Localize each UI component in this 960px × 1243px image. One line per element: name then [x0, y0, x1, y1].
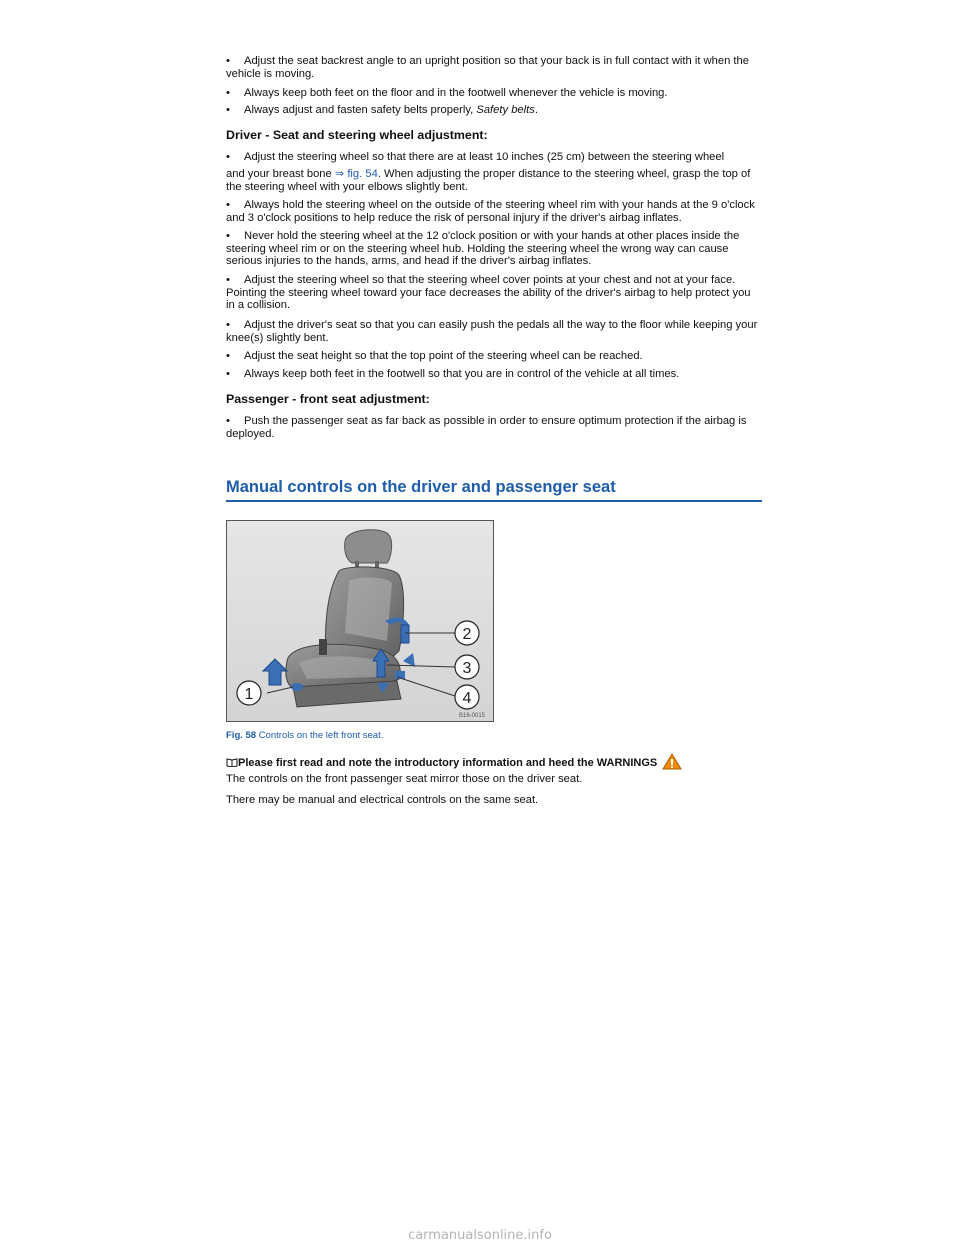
- bullet-text: Adjust the driver's seat so that you can easily push the pedals all the way to the floor while keeping your knee(s) slightly bent.: [226, 319, 758, 344]
- bullet-dot: •: [226, 230, 230, 242]
- svg-text:4: 4: [462, 690, 472, 707]
- footer-watermark: carmanualsonline.info: [408, 1228, 552, 1243]
- paragraph-manual-electrical: There may be manual and electrical controls on the same seat.: [226, 794, 539, 806]
- bullet-steering-distance-cont: [226, 168, 762, 193]
- bullet-safety-belts: [226, 104, 762, 117]
- bullet-passenger-seat: [226, 415, 762, 440]
- bullet-dot: •: [226, 350, 230, 362]
- bullet-dot: •: [226, 199, 230, 211]
- bullet-dot: •: [226, 319, 230, 331]
- bullet-text: Always keep both feet in the footwell so that you are in control of the vehicle at all times.: [244, 368, 680, 380]
- bullet-steering-distance: [226, 151, 762, 164]
- bullet-text: Always keep both feet on the floor and in the footwell whenever the vehicle is moving.: [244, 87, 668, 99]
- callout-4: [455, 685, 479, 709]
- bullet-text: Always hold the steering wheel on the outside of the steering wheel rim with your hands at the 9 o'clock and 3 o'clock positions to help reduce the risk of personal injury if the driver's airbag inflates.: [226, 199, 755, 224]
- figure-caption: [226, 730, 383, 741]
- bullet-text: Adjust the seat backrest angle to an upright position so that your back is in full contact with it when the vehicle is moving.: [226, 55, 749, 80]
- bullet-dot: •: [226, 104, 230, 116]
- figure-code: B16-0015: [459, 713, 486, 719]
- intro-note: [226, 753, 682, 773]
- seat-controls-figure: [226, 520, 494, 722]
- svg-text:3: 3: [462, 660, 472, 677]
- driver-heading: Driver - Seat and steering wheel adjustment:: [226, 128, 488, 142]
- paragraph-mirror: The controls on the front passenger seat mirror those on the driver seat.: [226, 773, 583, 785]
- bullet-backrest: [226, 55, 762, 80]
- bullet-text: . When adjusting the proper distance to the steering wheel, grasp the top of the steering wheel with your elbows slightly bent.: [226, 168, 751, 193]
- bullet-dot: •: [226, 274, 230, 286]
- bullet-dot: •: [226, 55, 230, 67]
- svg-text:1: 1: [244, 686, 254, 703]
- bullet-hand-position: [226, 199, 762, 224]
- section-title: Manual controls on the driver and passenger seat: [226, 478, 762, 502]
- bullet-text: Adjust the steering wheel so that there are at least 10 inches (25 cm) between the steering wheel: [244, 151, 725, 163]
- bullet-cover-chest: [226, 274, 762, 312]
- bullet-feet: [226, 87, 762, 100]
- caption-text: Controls on the left front seat.: [258, 730, 384, 741]
- fig-54-link[interactable]: ⇒ fig. 54: [334, 168, 378, 180]
- book-icon: [226, 758, 238, 767]
- bullet-seat-height: [226, 350, 762, 363]
- bullet-footwell: [226, 368, 762, 381]
- bullet-text: Push the passenger seat as far back as possible in order to ensure optimum protection if the airbag is deployed.: [226, 415, 747, 440]
- passenger-heading: Passenger - front seat adjustment:: [226, 392, 430, 406]
- callout-2: [455, 621, 479, 645]
- bullet-text-end: .: [534, 104, 538, 116]
- warning-triangle-icon[interactable]: [662, 753, 682, 773]
- callout-3: [455, 655, 479, 679]
- bullet-text: Always adjust and fasten safety belts properly,: [244, 104, 477, 116]
- intro-note-text: Please first read and note the introductory information and heed the WARNINGS: [238, 757, 658, 769]
- bullet-dot: •: [226, 368, 230, 380]
- caption-label: Fig. 58: [226, 730, 257, 741]
- bullet-text: Adjust the steering wheel so that the steering wheel cover points at your chest and not at your face. Pointing the steering wheel toward your face decreases the ability of the driver's airbag to help protect you in a collision.: [226, 274, 751, 312]
- bullet-text: and your breast bone: [226, 168, 335, 180]
- bullet-pedals: [226, 319, 762, 344]
- bullet-wrong-hold: [226, 230, 762, 268]
- bullet-dot: •: [226, 151, 230, 163]
- bullet-text: Adjust the seat height so that the top point of the steering wheel can be reached.: [244, 350, 643, 362]
- bullet-dot: •: [226, 87, 230, 99]
- safety-belts-reference: Safety belts: [476, 104, 535, 116]
- callout-1: [237, 681, 261, 705]
- bullet-dot: •: [226, 415, 230, 427]
- seat-illustration: [227, 521, 493, 721]
- svg-text:2: 2: [462, 626, 472, 643]
- bullet-text: Never hold the steering wheel at the 12 o'clock position or with your hands at other places inside the steering wheel rim or on the steering wheel hub. Holding the steering wheel the wrong way can cause serious injuries to the hands, arms, and head if the driver's airbag inflates.: [226, 230, 740, 268]
